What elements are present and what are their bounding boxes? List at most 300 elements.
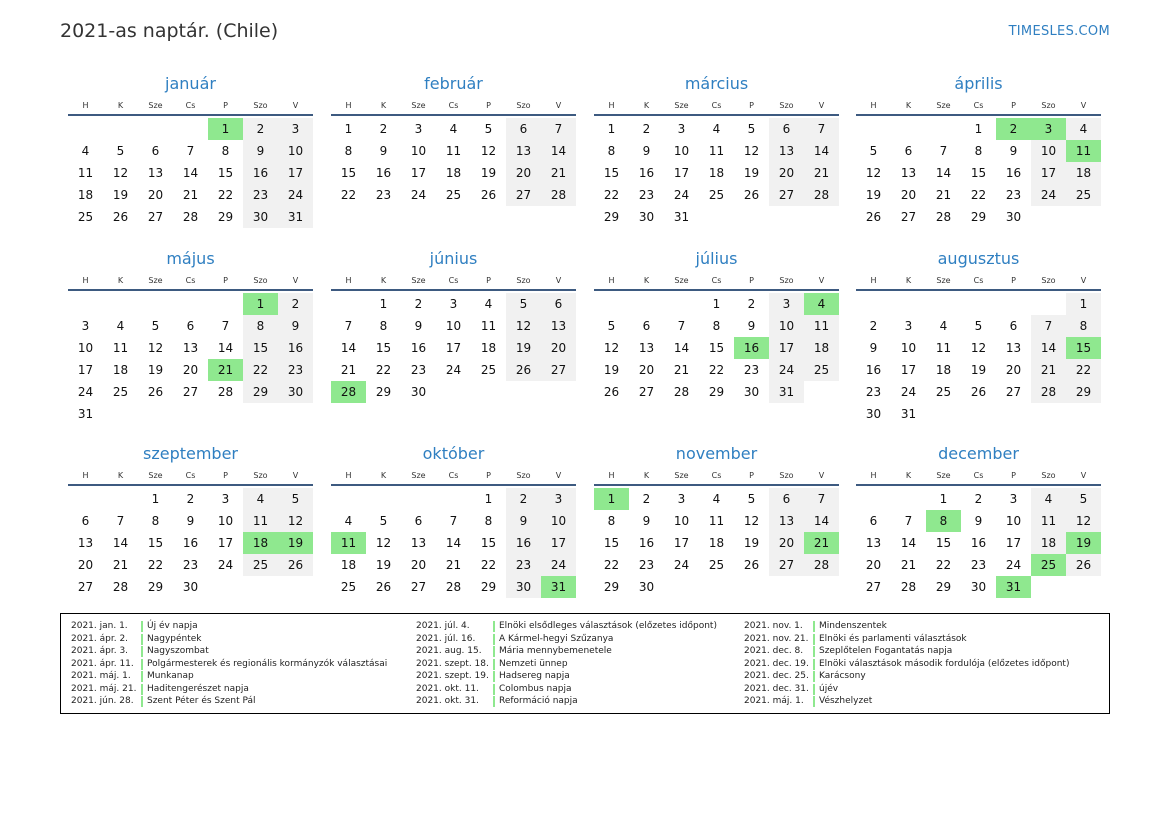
site-link[interactable]: TIMESLES.COM (1008, 24, 1110, 39)
day-cell: 1 (1066, 293, 1101, 315)
legend-holiday-name: Elnöki választások második fordulója (előzetes időpont) (819, 658, 1070, 669)
day-cell: 6 (642, 319, 651, 333)
legend-date: 2021. ápr. 11. (71, 658, 134, 669)
day-cell: 7 (221, 319, 230, 333)
day-cell: 27 (77, 580, 94, 594)
day-cell: 10 (1005, 514, 1022, 528)
day-cell: 24 (410, 188, 427, 202)
legend-row (744, 645, 1069, 658)
day-cell: 25 (708, 558, 725, 572)
legend-marker-icon (141, 684, 143, 695)
weekday-label: V (292, 276, 299, 285)
weekday-label: V (818, 276, 825, 285)
day-cell: 25 (445, 188, 462, 202)
day-cell: 11 (243, 510, 278, 532)
day-cell: 16 (278, 337, 313, 359)
legend-row (416, 683, 717, 696)
day-cell: 2 (747, 297, 756, 311)
day-cell: 3 (541, 488, 576, 510)
day-cell: 20 (1005, 363, 1022, 377)
legend-holiday-name: Mária mennybemenetele (499, 646, 612, 656)
day-cell: 18 (340, 558, 357, 572)
day-cell: 24 (541, 554, 576, 576)
day-cell: 22 (970, 188, 987, 202)
day-cell: 27 (900, 210, 917, 224)
day-cell: 7 (449, 514, 458, 528)
month-name: november (675, 444, 758, 463)
day-cell: 7 (804, 488, 839, 510)
day-cell: 9 (414, 319, 423, 333)
day-cell: 5 (974, 319, 983, 333)
legend-date: 2021. aug. 15. (416, 646, 482, 656)
legend-marker-icon (141, 671, 143, 682)
day-cell: 9 (243, 140, 278, 162)
day-cell: 4 (939, 319, 948, 333)
day-cell: 10 (1031, 140, 1066, 162)
day-cell: 25 (1066, 184, 1101, 206)
day-cell: 22 (1066, 359, 1101, 381)
legend-date: 2021. dec. 25. (744, 671, 809, 681)
month-block (594, 246, 839, 403)
legend-row (416, 670, 717, 683)
day-cell: 29 (603, 210, 620, 224)
day-cell: 6 (186, 319, 195, 333)
day-cell: 17 (673, 536, 690, 550)
month-name: október (422, 444, 485, 463)
month-block (856, 71, 1101, 228)
day-cell: 20 (182, 363, 199, 377)
day-cell: 28 (673, 385, 690, 399)
holiday-day-cell: 1 (208, 118, 243, 140)
day-cell: 2 (379, 122, 388, 136)
day-cell: 13 (147, 166, 164, 180)
day-cell: 30 (278, 381, 313, 403)
day-cell: 27 (769, 184, 804, 206)
day-cell: 29 (603, 580, 620, 594)
weekday-label: P (749, 101, 754, 110)
day-cell: 3 (221, 492, 230, 506)
day-cell: 28 (804, 184, 839, 206)
legend-date: 2021. júl. 16. (416, 633, 476, 644)
weekday-label: H (345, 276, 352, 285)
weekday-header (594, 467, 839, 486)
day-cell: 15 (603, 536, 620, 550)
weekday-label: H (870, 101, 877, 110)
day-cell: 1 (939, 492, 948, 506)
month-name: június (429, 249, 478, 268)
day-cell: 9 (186, 514, 195, 528)
holiday-day-cell: 19 (278, 532, 313, 554)
day-cell: 31 (278, 206, 313, 228)
weekday-label: P (486, 276, 491, 285)
weekday-label: Cs (185, 276, 196, 285)
weekday-label: Cs (711, 276, 722, 285)
weekday-label: P (749, 471, 754, 480)
day-cell: 27 (506, 184, 541, 206)
day-cell: 22 (708, 363, 725, 377)
day-cell: 19 (865, 188, 882, 202)
day-cell: 18 (935, 363, 952, 377)
day-cell: 27 (1005, 385, 1022, 399)
day-cell: 22 (603, 558, 620, 572)
weekday-label: H (82, 276, 89, 285)
holiday-day-cell: 31 (541, 576, 576, 598)
day-cell: 5 (116, 144, 125, 158)
day-cell: 27 (410, 580, 427, 594)
holiday-day-cell: 1 (594, 488, 629, 510)
day-grid (331, 293, 576, 403)
day-cell: 23 (243, 184, 278, 206)
day-cell: 30 (638, 210, 655, 224)
day-cell: 24 (673, 188, 690, 202)
weekday-label: V (1080, 101, 1087, 110)
day-cell: 16 (375, 166, 392, 180)
day-cell: 24 (217, 558, 234, 572)
day-cell: 16 (410, 341, 427, 355)
legend-marker-icon (813, 671, 815, 682)
legend-row (744, 670, 1069, 683)
legend-column (744, 620, 1069, 708)
day-cell: 8 (151, 514, 160, 528)
day-cell: 18 (112, 363, 129, 377)
legend-column (416, 620, 717, 708)
page-title: 2021-as naptár. (Chile) (60, 20, 279, 42)
day-cell: 27 (638, 385, 655, 399)
day-cell: 24 (769, 359, 804, 381)
day-cell: 13 (77, 536, 94, 550)
day-cell: 29 (147, 580, 164, 594)
day-cell: 21 (541, 162, 576, 184)
day-cell: 2 (278, 293, 313, 315)
legend-marker-icon (141, 621, 143, 632)
legend-date: 2021. jún. 28. (71, 696, 134, 706)
weekday-label: Cs (185, 101, 196, 110)
day-cell: 14 (673, 341, 690, 355)
day-cell: 3 (1009, 492, 1018, 506)
legend-holiday-name: Elnöki és parlamenti választások (819, 633, 967, 644)
legend-marker-icon (493, 671, 495, 682)
day-cell: 21 (935, 188, 952, 202)
weekday-label: Szo (516, 101, 531, 110)
day-cell: 30 (410, 385, 427, 399)
weekday-label: Cs (973, 101, 984, 110)
day-cell: 21 (804, 162, 839, 184)
legend-row (744, 683, 1069, 696)
legend-holiday-name: újév (819, 683, 839, 694)
day-cell: 4 (449, 122, 458, 136)
day-cell: 7 (344, 319, 353, 333)
day-cell: 14 (541, 140, 576, 162)
day-cell: 1 (607, 122, 616, 136)
day-cell: 15 (375, 341, 392, 355)
day-cell: 21 (182, 188, 199, 202)
legend-row (416, 658, 717, 671)
day-cell: 17 (77, 363, 94, 377)
day-cell: 22 (935, 558, 952, 572)
legend-holiday-name: Nemzeti ünnep (499, 658, 568, 669)
day-cell: 19 (112, 188, 129, 202)
weekday-label: Szo (1041, 276, 1056, 285)
day-cell: 15 (708, 341, 725, 355)
day-cell: 10 (445, 319, 462, 333)
legend-holiday-name: Nagypéntek (147, 633, 202, 644)
day-cell: 24 (1031, 184, 1066, 206)
legend-column (71, 620, 387, 708)
day-cell: 15 (243, 337, 278, 359)
weekday-label: H (608, 471, 615, 480)
day-cell: 11 (804, 315, 839, 337)
legend-holiday-name: Munkanap (147, 671, 194, 681)
holiday-day-cell: 18 (243, 532, 278, 554)
day-cell: 22 (243, 359, 278, 381)
day-cell: 25 (935, 385, 952, 399)
holiday-day-cell: 4 (804, 293, 839, 315)
day-cell: 13 (410, 536, 427, 550)
day-cell: 16 (243, 162, 278, 184)
weekday-label: Sze (674, 101, 689, 110)
holiday-day-cell: 25 (1031, 554, 1066, 576)
day-cell: 20 (900, 188, 917, 202)
day-cell: 1 (379, 297, 388, 311)
day-cell: 23 (506, 554, 541, 576)
day-cell: 1 (151, 492, 160, 506)
day-cell: 6 (1009, 319, 1018, 333)
day-cell: 9 (1009, 144, 1018, 158)
day-cell: 7 (541, 118, 576, 140)
weekday-label: Cs (711, 101, 722, 110)
day-cell: 2 (186, 492, 195, 506)
legend-holiday-name: Karácsony (819, 671, 866, 681)
day-cell: 28 (1031, 381, 1066, 403)
day-cell: 7 (116, 514, 125, 528)
day-cell: 4 (712, 122, 721, 136)
day-cell: 10 (541, 510, 576, 532)
weekday-label: V (555, 101, 562, 110)
weekday-label: Sze (936, 471, 951, 480)
day-cell: 12 (147, 341, 164, 355)
day-cell: 20 (769, 532, 804, 554)
day-cell: 16 (638, 166, 655, 180)
month-name: március (684, 74, 749, 93)
day-cell: 15 (970, 166, 987, 180)
day-cell: 10 (410, 144, 427, 158)
day-cell: 22 (480, 558, 497, 572)
day-cell: 5 (747, 492, 756, 506)
day-cell: 17 (673, 166, 690, 180)
day-cell: 6 (869, 514, 878, 528)
day-cell: 4 (116, 319, 125, 333)
day-cell: 8 (607, 144, 616, 158)
weekday-label: Cs (973, 471, 984, 480)
day-cell: 16 (182, 536, 199, 550)
day-cell: 12 (970, 341, 987, 355)
day-cell: 7 (939, 144, 948, 158)
legend-row (744, 658, 1069, 671)
day-cell: 16 (1005, 166, 1022, 180)
day-cell: 28 (804, 554, 839, 576)
month-block (331, 246, 576, 403)
legend-holiday-name: Haditengerészet napja (147, 683, 249, 694)
day-cell: 17 (769, 337, 804, 359)
day-cell: 15 (480, 536, 497, 550)
day-cell: 19 (603, 363, 620, 377)
day-cell: 8 (607, 514, 616, 528)
day-cell: 24 (900, 385, 917, 399)
day-cell: 12 (743, 144, 760, 158)
day-cell: 9 (747, 319, 756, 333)
day-cell: 6 (414, 514, 423, 528)
legend-holiday-name: Polgármesterek és regionális kormányzók választásai (147, 658, 388, 669)
day-cell: 19 (506, 337, 541, 359)
day-cell: 18 (445, 166, 462, 180)
weekday-label: Sze (148, 471, 163, 480)
weekday-label: H (608, 101, 615, 110)
legend-marker-icon (813, 634, 815, 645)
day-cell: 19 (480, 166, 497, 180)
day-cell: 29 (1066, 381, 1101, 403)
day-grid (856, 293, 1101, 425)
legend-date: 2021. dec. 8. (744, 646, 804, 656)
day-cell: 23 (182, 558, 199, 572)
weekday-label: K (380, 471, 387, 480)
day-cell: 24 (445, 363, 462, 377)
day-cell: 21 (445, 558, 462, 572)
day-cell: 4 (1031, 488, 1066, 510)
weekday-header (68, 97, 313, 116)
legend-row (744, 620, 1069, 633)
day-cell: 13 (1005, 341, 1022, 355)
weekday-label: Cs (185, 471, 196, 480)
day-cell: 30 (243, 206, 278, 228)
legend-marker-icon (813, 621, 815, 632)
day-cell: 6 (506, 118, 541, 140)
day-cell: 19 (147, 363, 164, 377)
day-cell: 13 (182, 341, 199, 355)
day-cell: 18 (708, 536, 725, 550)
day-cell: 17 (278, 162, 313, 184)
day-cell: 3 (81, 319, 90, 333)
weekday-label: Szo (779, 101, 794, 110)
day-cell: 14 (900, 536, 917, 550)
legend-holiday-name: Hadsereg napja (499, 671, 570, 681)
weekday-label: Sze (148, 101, 163, 110)
weekday-label: K (117, 276, 124, 285)
day-cell: 1 (484, 492, 493, 506)
day-grid (68, 118, 313, 228)
legend-marker-icon (493, 646, 495, 657)
weekday-label: P (1011, 276, 1016, 285)
day-cell: 2 (869, 319, 878, 333)
month-name: április (954, 74, 1003, 93)
day-cell: 8 (243, 315, 278, 337)
legend-row (71, 633, 387, 646)
day-cell: 20 (769, 162, 804, 184)
day-cell: 20 (506, 162, 541, 184)
day-cell: 15 (340, 166, 357, 180)
day-cell: 27 (182, 385, 199, 399)
day-cell: 15 (603, 166, 620, 180)
day-cell: 24 (77, 385, 94, 399)
weekday-label: Sze (936, 276, 951, 285)
day-cell: 10 (673, 144, 690, 158)
day-cell: 23 (278, 359, 313, 381)
weekday-label: Sze (936, 101, 951, 110)
month-name: december (938, 444, 1019, 463)
day-cell: 5 (747, 122, 756, 136)
weekday-label: K (117, 101, 124, 110)
day-cell: 8 (1066, 315, 1101, 337)
legend-row (71, 620, 387, 633)
legend-row (71, 658, 387, 671)
day-cell: 8 (712, 319, 721, 333)
legend-date: 2021. dec. 19. (744, 658, 809, 669)
day-cell: 10 (77, 341, 94, 355)
day-cell: 29 (217, 210, 234, 224)
day-grid (856, 118, 1101, 228)
legend-date: 2021. nov. 21. (744, 633, 809, 644)
legend-date: 2021. máj. 1. (744, 696, 804, 706)
day-cell: 20 (410, 558, 427, 572)
day-cell: 14 (182, 166, 199, 180)
day-cell: 30 (182, 580, 199, 594)
legend-holiday-name: Nagyszombat (147, 646, 209, 656)
day-cell: 13 (769, 140, 804, 162)
day-cell: 7 (677, 319, 686, 333)
day-cell: 2 (414, 297, 423, 311)
day-cell: 25 (708, 188, 725, 202)
weekday-header (331, 272, 576, 291)
day-cell: 9 (278, 315, 313, 337)
day-cell: 10 (278, 140, 313, 162)
day-cell: 23 (375, 188, 392, 202)
weekday-header (68, 467, 313, 486)
day-cell: 10 (900, 341, 917, 355)
day-cell: 25 (480, 363, 497, 377)
legend-marker-icon (493, 621, 495, 632)
weekday-label: Cs (448, 101, 459, 110)
day-cell: 6 (151, 144, 160, 158)
day-cell: 11 (708, 514, 725, 528)
day-cell: 29 (375, 385, 392, 399)
day-cell: 30 (638, 580, 655, 594)
day-cell: 26 (743, 188, 760, 202)
day-cell: 17 (410, 166, 427, 180)
day-cell: 18 (708, 166, 725, 180)
weekday-label: K (380, 276, 387, 285)
day-cell: 22 (217, 188, 234, 202)
day-cell: 5 (278, 488, 313, 510)
day-cell: 6 (81, 514, 90, 528)
day-cell: 2 (974, 492, 983, 506)
day-cell: 7 (804, 118, 839, 140)
day-cell: 13 (769, 510, 804, 532)
day-cell: 24 (673, 558, 690, 572)
day-cell: 31 (900, 407, 917, 421)
day-cell: 17 (900, 363, 917, 377)
day-cell: 2 (642, 492, 651, 506)
holiday-day-cell: 8 (926, 510, 961, 532)
day-cell: 1 (344, 122, 353, 136)
day-cell: 28 (182, 210, 199, 224)
day-cell: 18 (480, 341, 497, 355)
weekday-header (594, 97, 839, 116)
day-cell: 5 (484, 122, 493, 136)
weekday-label: K (905, 276, 912, 285)
day-cell: 17 (1005, 536, 1022, 550)
day-cell: 27 (147, 210, 164, 224)
weekday-label: Sze (411, 101, 426, 110)
day-cell: 19 (970, 363, 987, 377)
